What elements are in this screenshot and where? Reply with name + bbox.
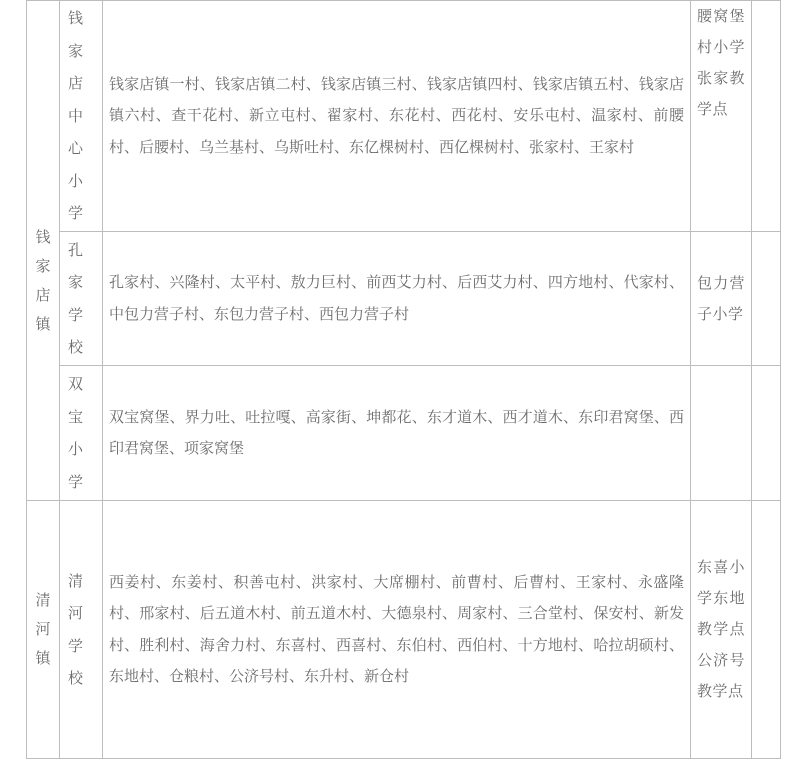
school-name: 双 宝 小 学 bbox=[68, 375, 84, 491]
town-name: 清 河 镇 bbox=[35, 591, 51, 667]
table-row bbox=[27, 1, 781, 232]
extra-cell bbox=[752, 1, 781, 232]
extra-cell bbox=[752, 501, 781, 759]
school-name: 钱 家 店 中 心 小 学 bbox=[68, 9, 84, 223]
extra-cell bbox=[752, 366, 781, 501]
teaching-points-cell bbox=[691, 366, 752, 501]
table-row bbox=[27, 366, 781, 501]
villages-cell: 孔家村、兴隆村、太平村、敖力巨村、前西艾力村、后西艾力村、四方地村、代家村、中包力营子村、东包力营子村、西包力营子村 bbox=[103, 232, 691, 366]
school-name-cell bbox=[60, 501, 103, 759]
villages-cell: 双宝窝堡、界力吐、吐拉嘎、高家街、坤都花、东才道木、西才道木、东印君窝堡、西印君窝堡、项家窝堡 bbox=[103, 366, 691, 501]
teaching-points-cell: 东喜小学东地教学点公济号教学点 bbox=[691, 501, 752, 759]
school-zone-table bbox=[26, 0, 781, 759]
teaching-points-cell: 腰窝堡村小学张家教学点 bbox=[691, 1, 752, 232]
town-cell bbox=[27, 501, 60, 759]
school-name: 清 河 学 校 bbox=[68, 571, 84, 687]
town-name: 钱 家 店 镇 bbox=[35, 227, 51, 333]
school-name-cell bbox=[60, 366, 103, 501]
school-name: 孔 家 学 校 bbox=[68, 240, 84, 356]
extra-cell bbox=[752, 232, 781, 366]
town-cell bbox=[27, 1, 60, 501]
school-name-cell bbox=[60, 232, 103, 366]
villages-cell: 钱家店镇一村、钱家店镇二村、钱家店镇三村、钱家店镇四村、钱家店镇五村、钱家店镇六村、查干花村、新立屯村、翟家村、东花村、西花村、安乐屯村、温家村、前腰村、后腰村、乌兰基村、乌斯吐村、东亿棵树村、西亿棵树村、张家村、王家村 bbox=[103, 1, 691, 232]
table-row bbox=[27, 501, 781, 759]
villages-cell: 西姜村、东姜村、积善屯村、洪家村、大席棚村、前曹村、后曹村、王家村、永盛隆村、邢家村、后五道木村、前五道木村、大德泉村、周家村、三合堂村、保安村、新发村、胜利村、海舍力村、东喜村、西喜村、东伯村、西伯村、十方地村、哈拉胡硕村、东地村、仓粮村、公济号村、东升村、新仓村 bbox=[103, 501, 691, 759]
school-name-cell bbox=[60, 1, 103, 232]
teaching-points-cell: 包力营子小学 bbox=[691, 232, 752, 366]
table-row bbox=[27, 232, 781, 366]
